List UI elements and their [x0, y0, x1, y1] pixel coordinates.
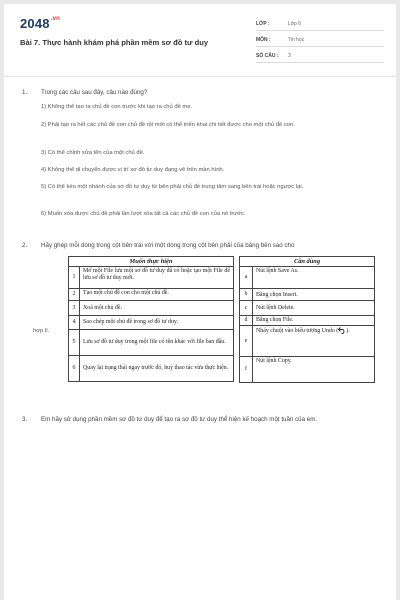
meta-value: 3	[288, 53, 291, 59]
question-text-trailing: hợp lí.	[33, 328, 50, 334]
meta-value: Lớp 6	[288, 21, 302, 27]
match-table-left	[68, 256, 234, 382]
row-text: Lưu sơ đồ tư duy trong một file có tên khác với file ban đầu.	[80, 330, 234, 356]
row-index: 3	[69, 301, 80, 316]
meta-row-class	[256, 17, 384, 31]
option-item: 5) Có thể kéo một nhánh của sơ đồ tư duy từ bên phải chủ đề trung tâm sang bên trái hoặc ngược lại.	[41, 184, 304, 190]
table-row	[240, 357, 375, 383]
question-text: Em hãy sử dụng phần mềm sơ đồ tư duy để tạo ra sơ đồ tư duy thể hiện kế hoạch một tuần của em.	[41, 416, 318, 423]
row-text: Xoá một chủ đề.	[80, 301, 234, 316]
row-text: Quay lại trạng thái ngay trước đó, huỷ thao tác vừa thực hiện.	[80, 356, 234, 382]
option-item: 4) Không thể di chuyển được vị trí sơ đồ tư duy đang vẽ trên màn hình.	[41, 167, 225, 173]
table-row	[240, 267, 375, 289]
meta-key: LỚP :	[256, 21, 270, 27]
lesson-title: Bài 7. Thực hành khám phá phần mềm sơ đồ tư duy	[20, 38, 209, 47]
row-index: 2	[69, 289, 80, 301]
row-text: Băng chọn Insert.	[253, 289, 375, 301]
row-index: c	[240, 301, 253, 316]
option-item: 3) Có thể chỉnh sửa tên của một chủ đề.	[41, 150, 145, 156]
row-text: Băng chọn File.	[253, 316, 375, 326]
option-item: 2) Phải tạo ra hết các chủ đề con chủ đề rồi mới có thể triển khai chi tiết được cho một chủ đề con.	[41, 122, 295, 128]
row-text: Mở một File lưu một sơ đồ tư duy đã có hoặc tạo một File để lưu sơ đồ tư duy mới.	[80, 267, 234, 289]
row-text: Nháy chuột vào biểu tượng Undo ( ).	[253, 326, 375, 357]
table-row	[69, 267, 234, 289]
row-index: b	[240, 289, 253, 301]
row-index: e	[240, 326, 253, 357]
row-index: d	[240, 316, 253, 326]
row-text: Nút lệnh Copy.	[253, 357, 375, 383]
row-text: Sao chép một chủ đề trong sơ đồ tư duy.	[80, 316, 234, 330]
row-index: 5	[69, 330, 80, 356]
table-row	[69, 301, 234, 316]
table-row	[240, 301, 375, 316]
option-item: 1) Không thể tạo ra chủ đề con trước khi tạo ra chủ đề mẹ.	[41, 104, 193, 110]
row-text: Nút lệnh Delete.	[253, 301, 375, 316]
meta-value: Tin học	[288, 37, 305, 43]
header-divider	[4, 76, 396, 77]
table-row	[240, 326, 375, 357]
row-text: Tạo một chủ đề con cho một chủ đề.	[80, 289, 234, 301]
table-row	[69, 289, 234, 301]
table-row	[69, 356, 234, 382]
table-row	[69, 330, 234, 356]
meta-row-subject	[256, 33, 384, 47]
match-table-right	[239, 256, 375, 383]
right-column-header: Cần dùng	[240, 257, 375, 267]
meta-key: MÔN :	[256, 37, 271, 43]
table-row	[69, 316, 234, 330]
question-text: Trong các câu sau đây, câu nào đúng?	[41, 89, 148, 96]
row-index: a	[240, 267, 253, 289]
row-index: f	[240, 357, 253, 383]
table-row	[240, 289, 375, 301]
meta-row-count	[256, 49, 384, 63]
left-column-header: Muốn thực hiện	[69, 257, 234, 267]
meta-key: SỐ CÂU :	[256, 53, 279, 59]
worksheet-page	[4, 4, 396, 600]
row-index: 6	[69, 356, 80, 382]
question-number: 1.	[22, 89, 28, 96]
row-index: 4	[69, 316, 80, 330]
question-number: 2.	[22, 242, 28, 249]
worksheet-header	[4, 4, 396, 66]
option-item: 6) Muốn xóa được chủ đề phải lần lượt xóa tất cả các chủ đề con của nó trước.	[41, 211, 246, 217]
question-number: 3.	[22, 416, 28, 423]
row-text: Nút lệnh Save As.	[253, 267, 375, 289]
question-text: Hãy ghép mỗi dòng trong cột bên trái với một dòng trong cột bên phải của bảng bên sao cho	[41, 242, 295, 249]
row-index: 1	[69, 267, 80, 289]
table-row	[240, 316, 375, 326]
site-logo[interactable]: $2048^{.vn}$	[20, 16, 61, 31]
